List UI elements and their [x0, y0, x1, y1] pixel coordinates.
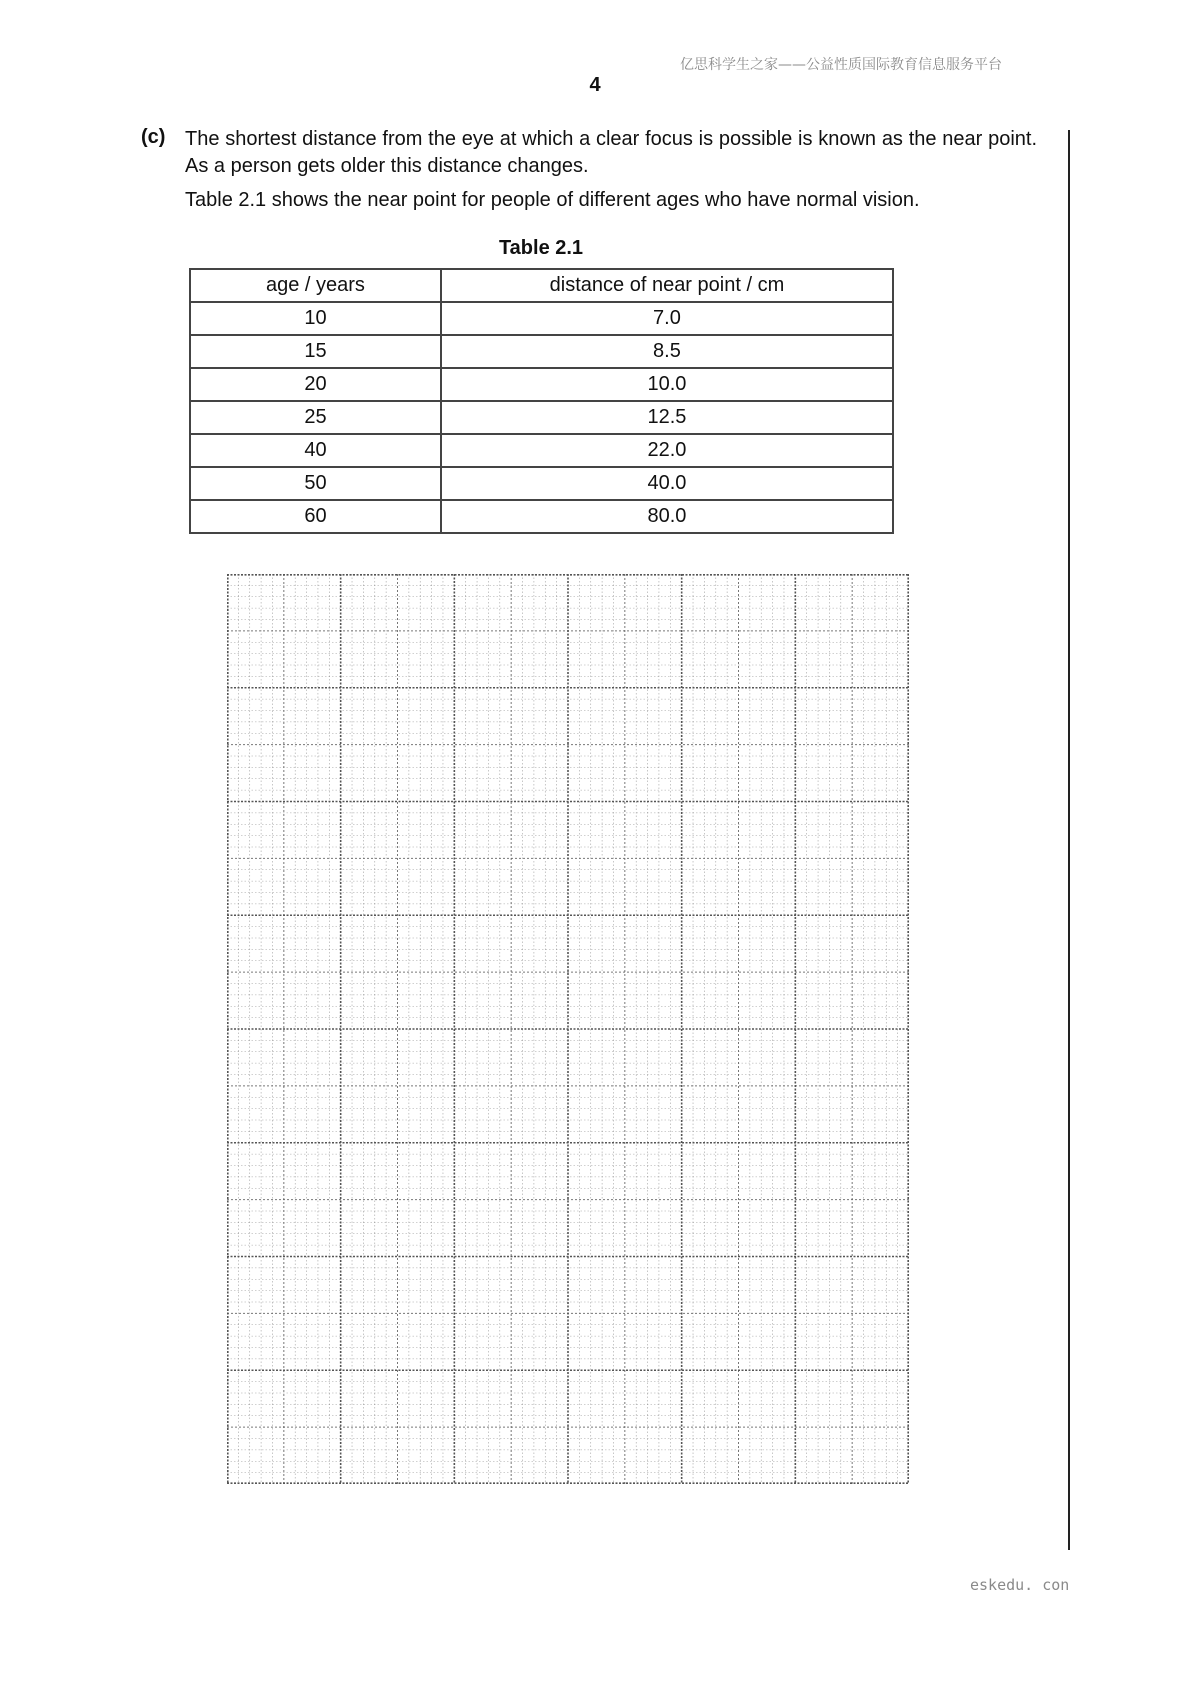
table-cell-age: 20	[190, 368, 441, 401]
table-row	[190, 500, 893, 533]
header-watermark: 亿思科学生之家——公益性质国际教育信息服务平台	[680, 57, 1002, 73]
table-cell-age: 40	[190, 434, 441, 467]
table-header-age: age / years	[190, 269, 441, 302]
question-part-label: (c)	[141, 126, 166, 148]
table-cell-distance: 7.0	[441, 302, 893, 335]
table-cell-distance: 8.5	[441, 335, 893, 368]
table-cell-distance: 12.5	[441, 401, 893, 434]
table-cell-age: 10	[190, 302, 441, 335]
table-caption: Table 2.1	[498, 237, 584, 259]
table-cell-distance: 10.0	[441, 368, 893, 401]
table-row	[190, 335, 893, 368]
table-cell-distance: 40.0	[441, 467, 893, 500]
table-cell-age: 25	[190, 401, 441, 434]
table-row	[190, 467, 893, 500]
margin-line	[1068, 130, 1070, 1550]
table-header-row	[190, 269, 893, 302]
table-cell-age: 50	[190, 467, 441, 500]
question-paragraph-1: The shortest distance from the eye at which a clear focus is possible is known as the near point. As a person gets older this distance changes.	[185, 128, 1037, 177]
table-cell-distance: 22.0	[441, 434, 893, 467]
question-paragraph-2: Table 2.1 shows the near point for people of different ages who have normal vision.	[185, 189, 920, 211]
table-header-distance: distance of near point / cm	[441, 269, 893, 302]
page-number: 4	[589, 74, 601, 96]
table-cell-age: 15	[190, 335, 441, 368]
table-row	[190, 434, 893, 467]
table-row	[190, 401, 893, 434]
table-cell-age: 60	[190, 500, 441, 533]
table-row	[190, 302, 893, 335]
near-point-table	[189, 268, 894, 534]
graph-paper-grid[interactable]	[227, 574, 909, 1484]
table-cell-distance: 80.0	[441, 500, 893, 533]
footer-watermark: eskedu. con	[970, 1576, 1070, 1594]
table-row	[190, 368, 893, 401]
